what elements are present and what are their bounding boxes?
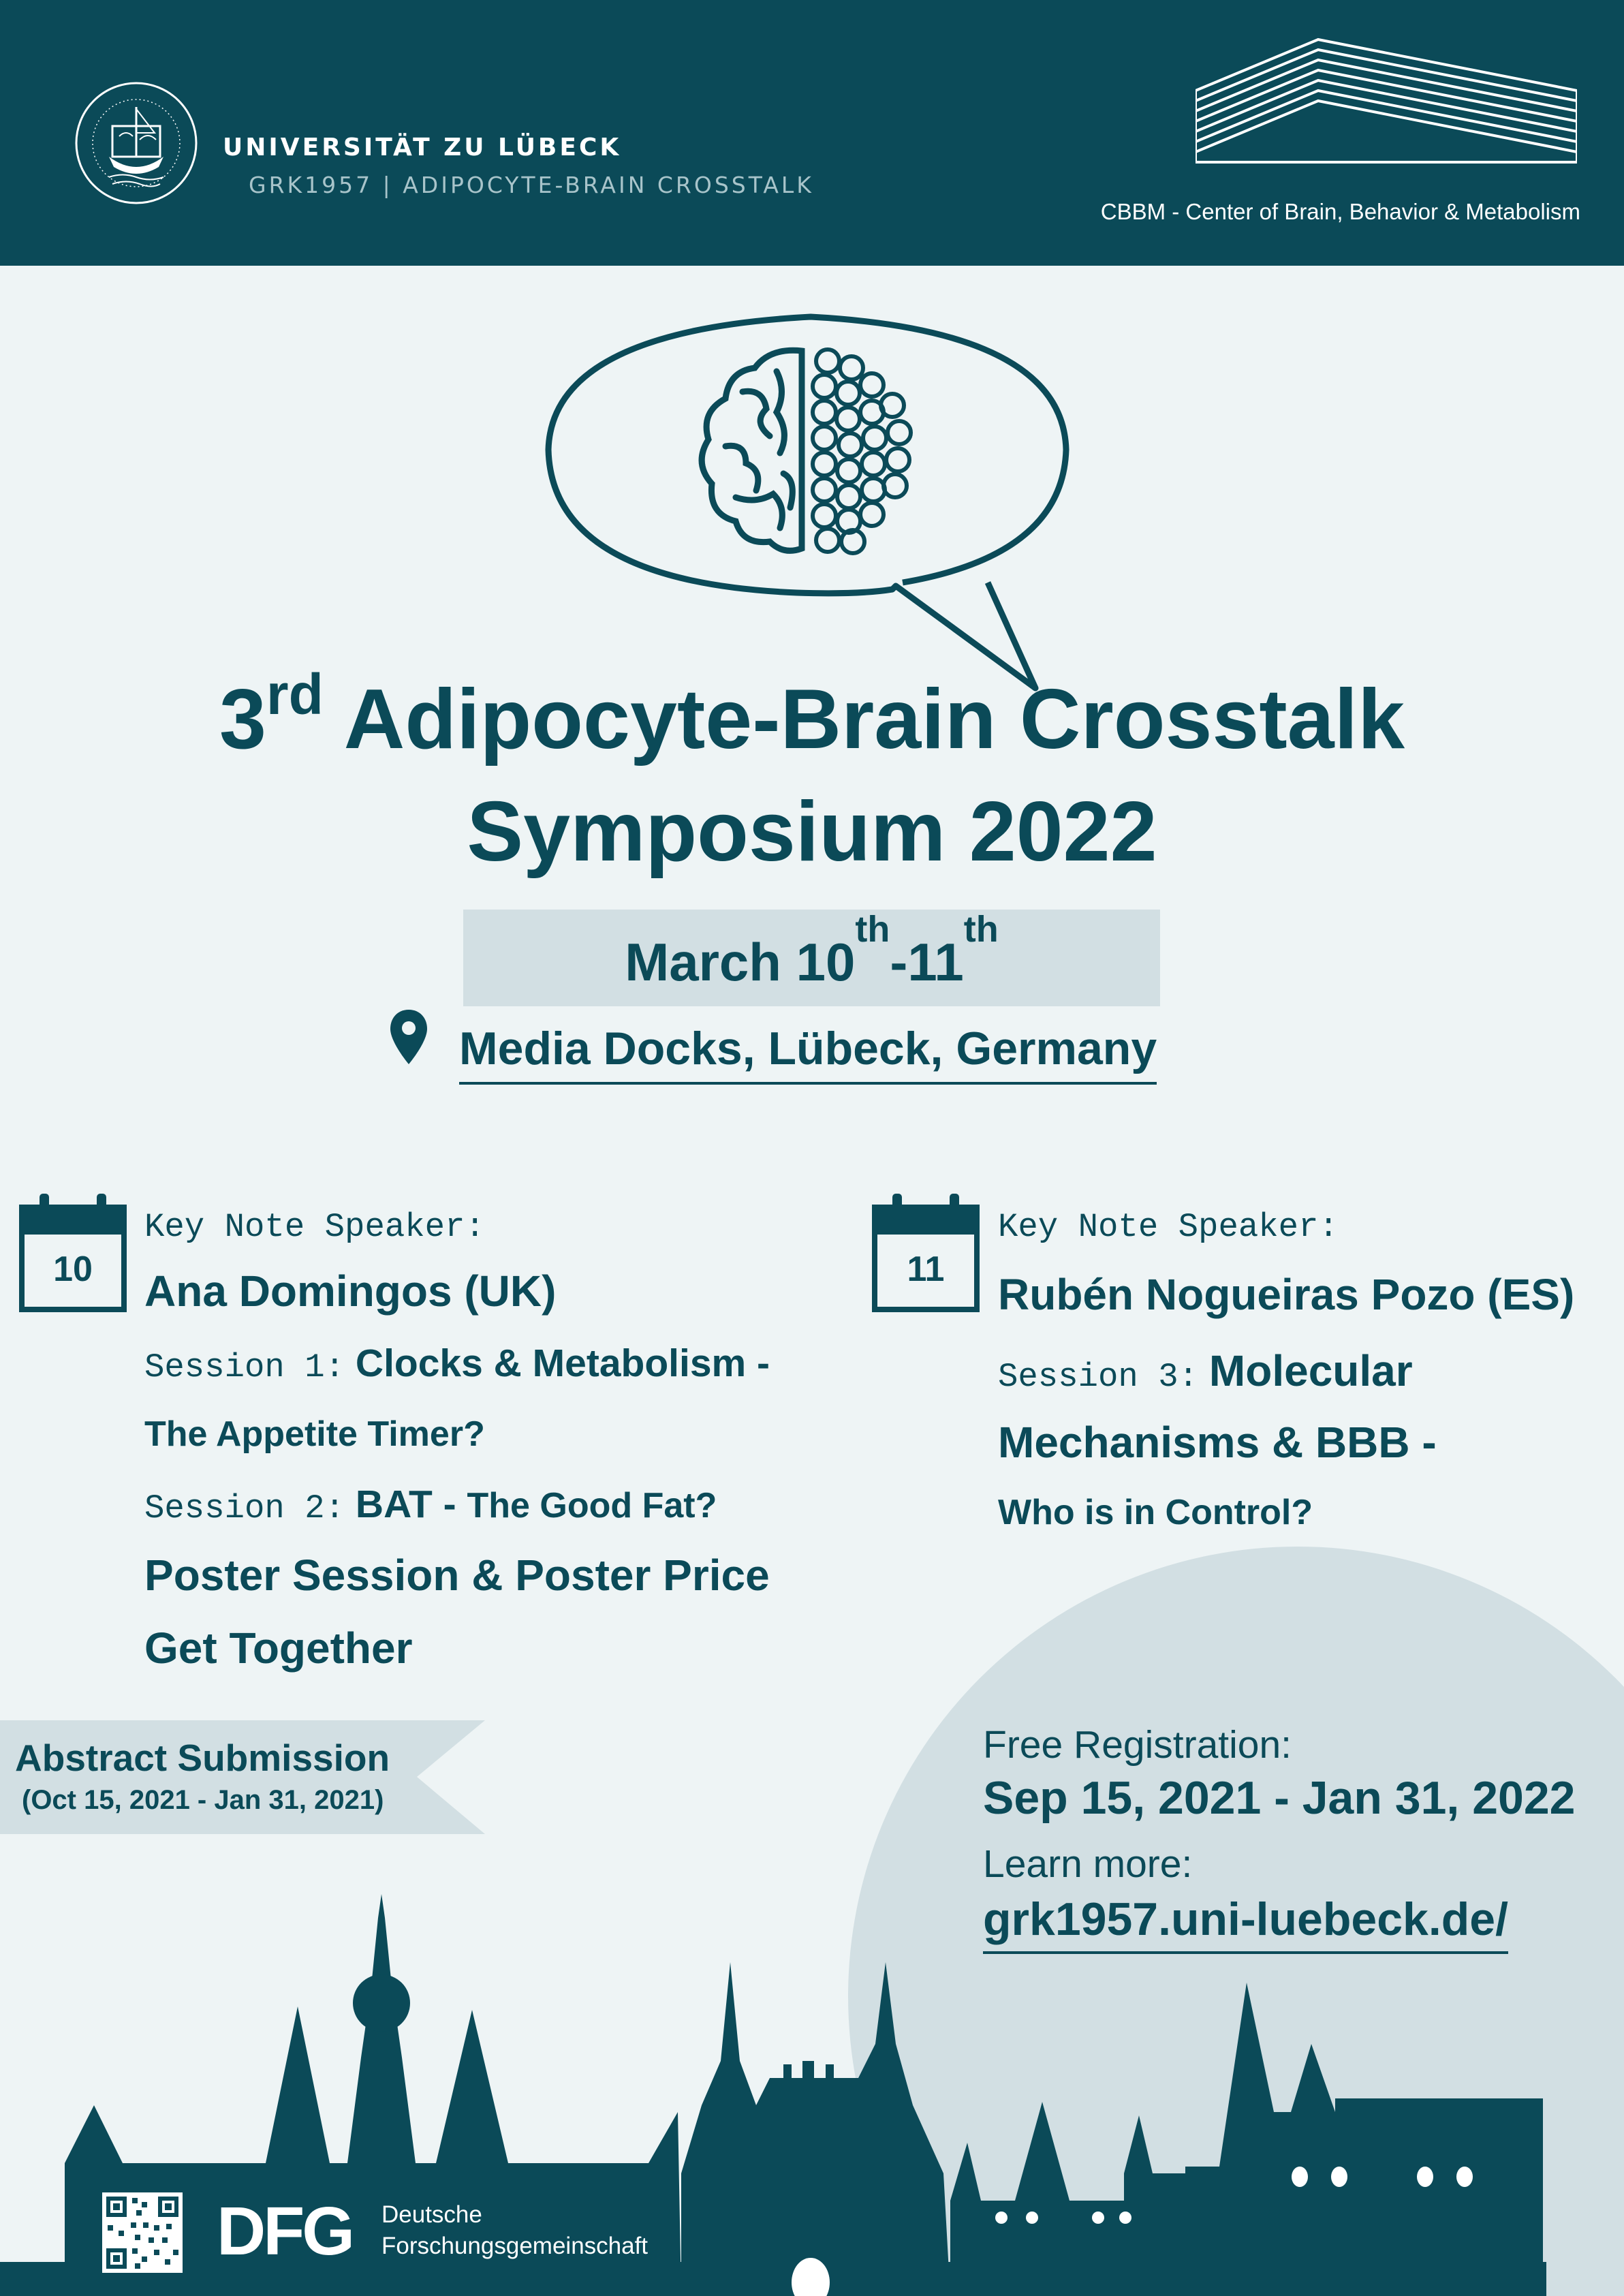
title-main: Adipocyte-Brain Crosstalk <box>343 672 1405 766</box>
location-pin-icon <box>388 1008 429 1066</box>
title-ordinal-suffix: rd <box>266 662 324 726</box>
dfg-full-name <box>381 2199 648 2262</box>
title-ordinal: 3 <box>219 672 266 766</box>
day1-keynote-label: Key Note Speaker: <box>144 1208 485 1246</box>
registration-label: Free Registration: <box>983 1723 1292 1767</box>
session3-label: Session 3: <box>998 1358 1199 1396</box>
session2-subtitle: The Good Fat? <box>467 1486 717 1525</box>
dfg-line-1: Deutsche <box>381 2201 482 2228</box>
calendar-day-11-number: 11 <box>907 1250 945 1289</box>
date-start: March 10 <box>625 932 856 992</box>
date-end: -11 <box>890 932 964 992</box>
session1-label: Session 1: <box>144 1348 345 1386</box>
day2-session3 <box>998 1346 1413 1396</box>
abstract-submission-title: Abstract Submission <box>15 1737 390 1779</box>
date-start-suffix: th <box>855 909 890 950</box>
day1-session1-subtitle: The Appetite Timer? <box>144 1414 485 1454</box>
university-name: UNIVERSITÄT ZU LÜBECK <box>223 134 622 161</box>
dfg-line-2: Forschungsgemeinschaft <box>381 2233 649 2259</box>
speech-bubble-brain-icon <box>538 310 1083 698</box>
day2-session3-subtitle: Who is in Control? <box>998 1493 1313 1532</box>
date-end-suffix: th <box>963 909 999 950</box>
learn-more-label: Learn more: <box>983 1842 1193 1886</box>
session1-title: Clocks & Metabolism - <box>355 1341 770 1385</box>
day2-keynote-label: Key Note Speaker: <box>998 1208 1339 1246</box>
day1-session1 <box>144 1341 770 1386</box>
qr-code-icon[interactable] <box>102 2192 183 2273</box>
registration-dates: Sep 15, 2021 - Jan 31, 2022 <box>983 1772 1576 1824</box>
cbbm-building-logo <box>1196 33 1577 169</box>
day1-poster-session: Poster Session & Poster Price <box>144 1551 770 1600</box>
program-name: GRK1957 | ADIPOCYTE-BRAIN CROSSTALK <box>249 172 814 198</box>
title-line-2: Symposium 2022 <box>467 785 1157 879</box>
calendar-day-10-number: 10 <box>53 1250 93 1289</box>
website-link[interactable]: grk1957.uni-luebeck.de/ <box>983 1893 1508 1954</box>
university-seal-logo <box>72 44 201 242</box>
session2-title: BAT - <box>355 1483 467 1526</box>
day1-get-together: Get Together <box>144 1624 413 1673</box>
day1-keynote-speaker: Ana Domingos (UK) <box>144 1267 557 1316</box>
day1-session2 <box>144 1482 717 1527</box>
day2-keynote-speaker: Rubén Nogueiras Pozo (ES) <box>998 1270 1575 1319</box>
cbbm-center-name: CBBM - Center of Brain, Behavior & Metabolism <box>1100 199 1580 224</box>
abstract-submission-dates: (Oct 15, 2021 - Jan 31, 2021) <box>22 1785 384 1815</box>
session3-title: Molecular <box>1208 1346 1413 1395</box>
dfg-logo <box>217 2197 363 2265</box>
event-dates <box>463 910 1160 1006</box>
day2-session3-title-cont: Mechanisms & BBB - <box>998 1418 1437 1467</box>
session2-label: Session 2: <box>144 1489 345 1527</box>
venue-location[interactable]: Media Docks, Lübeck, Germany <box>459 1022 1157 1085</box>
title-line-1 <box>0 662 1624 768</box>
dfg-logo-text: DFG <box>217 2197 353 2265</box>
